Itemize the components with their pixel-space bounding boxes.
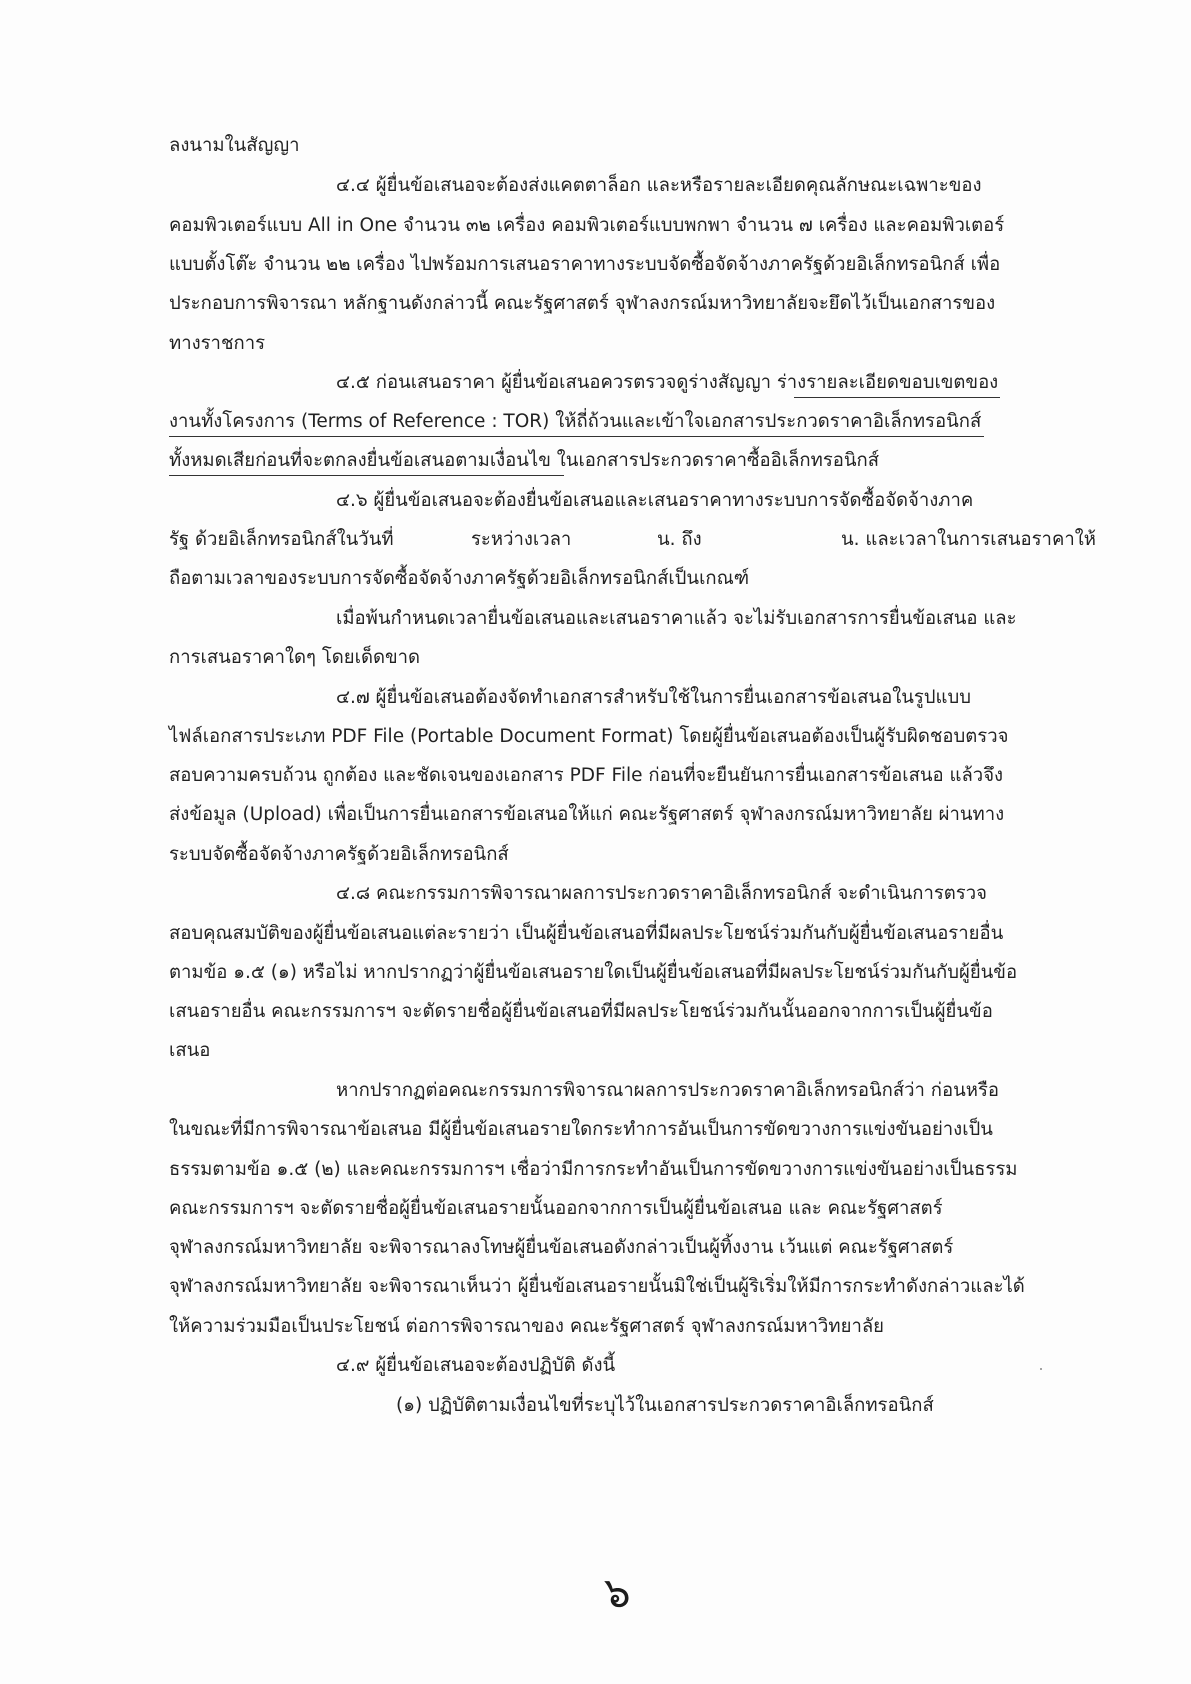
text-line: ส่งข้อมูล (Upload) เพื่อเป็นการยื่นเอกสารข้อเสนอให้แก่ คณะรัฐศาสตร์ จุฬาลงกรณ์มหาวิทยาลัย ผ่านทาง <box>169 804 1005 825</box>
text-line: ทั้งหมดเสียก่อนที่จะตกลงยื่นข้อเสนอตามเงื่อนไข ในเอกสารประกวดราคาซื้ออิเล็กทรอนิกส์ <box>169 450 880 471</box>
text-line: ๔.๕ ก่อนเสนอราคา ผู้ยื่นข้อเสนอควรตรวจดูร่างสัญญา ร่างรายละเอียดขอบเขตของ <box>336 372 999 393</box>
text-line: (๑) ปฏิบัติตามเงื่อนไขที่ระบุไว้ในเอกสารประกวดราคาอิเล็กทรอนิกส์ <box>396 1395 934 1416</box>
time-range-label: ระหว่างเวลา <box>471 529 572 550</box>
text-line: ประกอบการพิจารณา หลักฐานดังกล่าวนี้ คณะรัฐศาสตร์ จุฬาลงกรณ์มหาวิทยาลัยจะยึดไว้เป็นเอกสารของ <box>169 293 996 314</box>
text-line: ๔.๘ คณะกรรมการพิจารณาผลการประกวดราคาอิเล็กทรอนิกส์ จะดำเนินการตรวจ <box>336 883 987 904</box>
pen-underline <box>794 397 1000 398</box>
time-to-label: น. ถึง <box>657 529 702 550</box>
text-line: หากปรากฏต่อคณะกรรมการพิจารณาผลการประกวดราคาอิเล็กทรอนิกส์ว่า ก่อนหรือ <box>336 1080 1000 1101</box>
text-line: สอบความครบถ้วน ถูกต้อง และชัดเจนของเอกสาร PDF File ก่อนที่จะยืนยันการยื่นเอกสารข้อเสนอ แล้วจึง <box>169 765 1004 786</box>
text-line: ตามข้อ ๑.๕ (๑) หรือไม่ หากปรากฏว่าผู้ยื่นข้อเสนอรายใดเป็นผู้ยื่นข้อเสนอที่มีผลประโยชน์ร่วมกันกับผู้ยื่นข้อ <box>169 962 1018 983</box>
text-line: ๔.๗ ผู้ยื่นข้อเสนอต้องจัดทำเอกสารสำหรับใช้ในการยื่นเอกสารข้อเสนอในรูปแบบ <box>336 687 971 708</box>
text-line: ๔.๔ ผู้ยื่นข้อเสนอจะต้องส่งแคตตาล็อก และหรือรายละเอียดคุณลักษณะเฉพาะของ <box>336 175 982 196</box>
text-line: แบบตั้งโต๊ะ จำนวน ๒๒ เครื่อง ไปพร้อมการเสนอราคาทางระบบจัดซื้อจัดจ้างภาครัฐด้วยอิเล็กทรอนิกส์ เพื่อ <box>169 254 1001 275</box>
scan-speck <box>1040 1368 1042 1370</box>
text-line: ลงนามในสัญญา <box>169 135 300 156</box>
text-line: งานทั้งโครงการ (Terms of Reference : TOR) ให้ถี่ถ้วนและเข้าใจเอกสารประกวดราคาอิเล็กทรอนิกส์ <box>169 411 982 432</box>
text-line: ธรรมตามข้อ ๑.๕ (๒) และคณะกรรมการฯ เชื่อว่ามีการกระทำอันเป็นการขัดขวางการแข่งขันอย่างเป็นธรรม <box>169 1159 1018 1180</box>
text-line: ถือตามเวลาของระบบการจัดซื้อจัดจ้างภาครัฐด้วยอิเล็กทรอนิกส์เป็นเกณฑ์ <box>169 568 750 589</box>
text-line: ให้ความร่วมมือเป็นประโยชน์ ต่อการพิจารณาของ คณะรัฐศาสตร์ จุฬาลงกรณ์มหาวิทยาลัย <box>169 1316 885 1337</box>
text-line: ๔.๙ ผู้ยื่นข้อเสนอจะต้องปฏิบัติ ดังนี้ <box>336 1355 616 1376</box>
text-line: จุฬาลงกรณ์มหาวิทยาลัย จะพิจารณาลงโทษผู้ยื่นข้อเสนอดังกล่าวเป็นผู้ทิ้งงาน เว้นแต่ คณะรัฐศาสตร์ <box>169 1237 954 1258</box>
text-line: ในขณะที่มีการพิจารณาข้อเสนอ มีผู้ยื่นข้อเสนอรายใดกระทำการอันเป็นการขัดขวางการแข่งขันอย่างเป็น <box>169 1119 993 1140</box>
text-line: สอบคุณสมบัติของผู้ยื่นข้อเสนอแต่ละรายว่า เป็นผู้ยื่นข้อเสนอที่มีผลประโยชน์ร่วมกันกับผู้ยื่นข้อเสนอรายอื่น <box>169 923 1004 944</box>
page-number: ๖ <box>604 1568 631 1617</box>
text-line: จุฬาลงกรณ์มหาวิทยาลัย จะพิจารณาเห็นว่า ผู้ยื่นข้อเสนอรายนั้นมิใช่เป็นผู้ริเริ่มให้มีการกระทำดังกล่าวและได้ <box>169 1276 1025 1297</box>
date-label: รัฐ ด้วยอิเล็กทรอนิกส์ในวันที่ <box>169 529 394 550</box>
text-line: ไฟล์เอกสารประเภท PDF File (Portable Document Format) โดยผู้ยื่นข้อเสนอต้องเป็นผู้รับผิดชอบตรวจ <box>169 726 1009 747</box>
text-line: คณะกรรมการฯ จะตัดรายชื่อผู้ยื่นข้อเสนอรายนั้นออกจากการเป็นผู้ยื่นข้อเสนอ และ คณะรัฐศาสตร์ <box>169 1198 943 1219</box>
text-line: ระบบจัดซื้อจัดจ้างภาครัฐด้วยอิเล็กทรอนิกส์ <box>169 844 509 865</box>
time-end-label: น. และเวลาในการเสนอราคาให้ <box>841 529 1096 550</box>
text-line: ทางราชการ <box>169 333 266 354</box>
text-line: คอมพิวเตอร์แบบ All in One จำนวน ๓๒ เครื่อง คอมพิวเตอร์แบบพกพา จำนวน ๗ เครื่อง และคอมพิวเตอร์ <box>169 215 1005 236</box>
pen-underline <box>169 436 984 437</box>
text-line: การเสนอราคาใดๆ โดยเด็ดขาด <box>169 647 421 668</box>
text-line: เมื่อพ้นกำหนดเวลายื่นข้อเสนอและเสนอราคาแล้ว จะไม่รับเอกสารการยื่นข้อเสนอ และ <box>336 608 1017 629</box>
text-line: ๔.๖ ผู้ยื่นข้อเสนอจะต้องยื่นข้อเสนอและเสนอราคาทางระบบการจัดซื้อจัดจ้างภาค <box>336 490 974 511</box>
pen-underline <box>169 475 564 476</box>
text-line: เสนอรายอื่น คณะกรรมการฯ จะตัดรายชื่อผู้ยื่นข้อเสนอที่มีผลประโยชน์ร่วมกันนั้นออกจากการเป็นผู้ยื่นข้อ <box>169 1001 993 1022</box>
text-line-with-blanks <box>169 528 1096 552</box>
text-line: เสนอ <box>169 1040 211 1061</box>
